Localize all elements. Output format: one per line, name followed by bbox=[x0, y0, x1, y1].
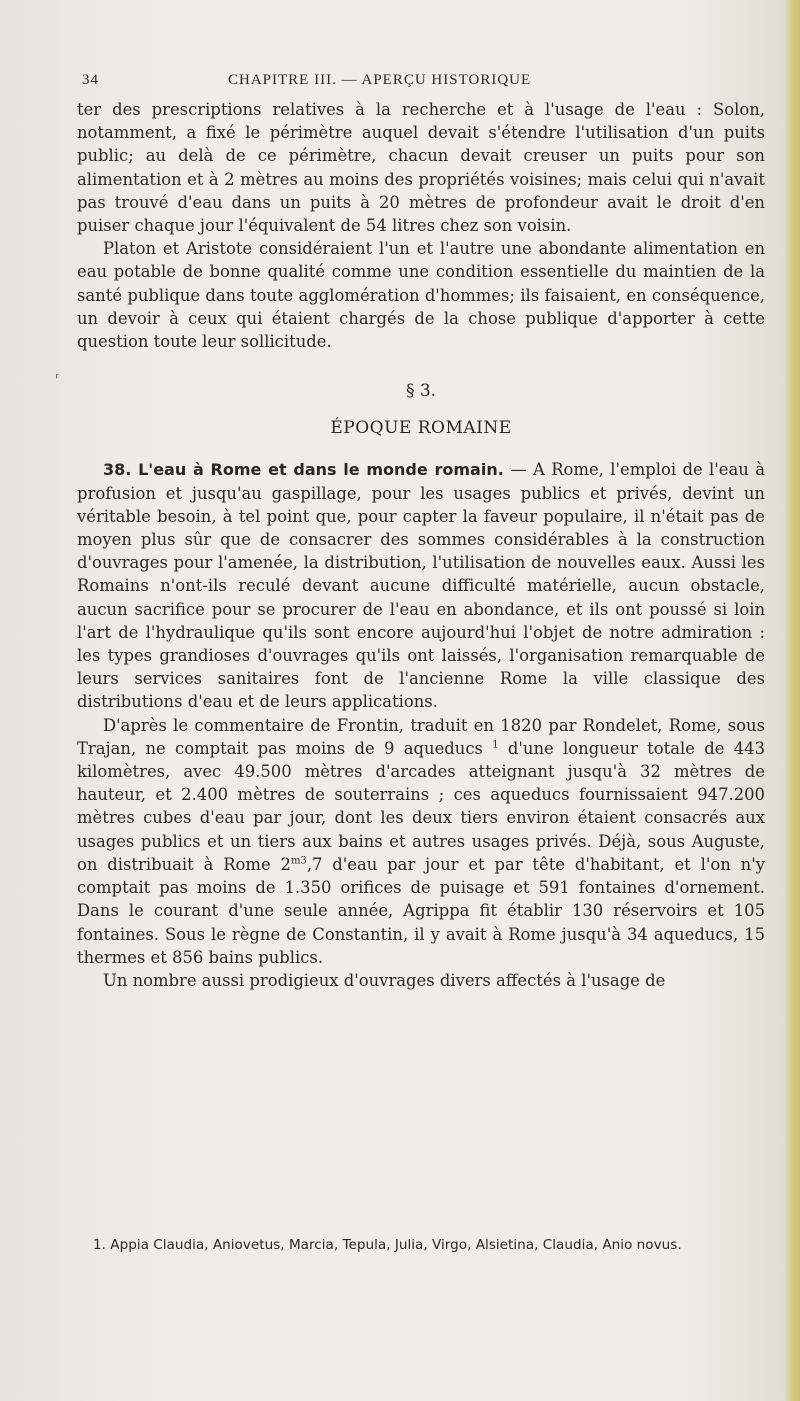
paragraph-heading: 38. L'eau à Rome et dans le monde romain. bbox=[103, 460, 504, 480]
frontin-text-3: ,7 d'eau par jour et par tête d'habitant, et l'on n'y comptait pas moins de 1.350 orifices de puisage et 591 fontaines d'ornement. Dans le courant d'une seule année, Agrippa fit établir 130 réservoirs et 105 fontaines. Sous le règne de Constantin, il y avait à Rome jusqu'à 34 aqueducs, 15 thermes et 856 bains publics. bbox=[77, 854, 765, 967]
page-number: 34 bbox=[82, 72, 99, 88]
running-title: CHAPITRE III. — APERÇU HISTORIQUE bbox=[228, 72, 532, 88]
footnote bbox=[77, 1235, 765, 1255]
paragraph-platon: Platon et Aristote considéraient l'un et l'autre une abondante alimentation en eau potable de bonne qualité comme une condition essentielle du maintien de la santé publique dans toute agglomération d'hommes; ils faisaient, en conséquence, un devoir à ceux qui étaient chargés de la chose publique d'apporter à cette question toute leur sollicitude. bbox=[77, 239, 765, 352]
paragraph-ouvrages: Un nombre aussi prodigieux d'ouvrages divers affectés à l'usage de bbox=[103, 970, 666, 990]
footnote-ref: 1 bbox=[492, 739, 499, 751]
paragraph-solon: ter des prescriptions relatives à la recherche et à l'usage de l'eau : Solon, notamment, a fixé le périmètre auquel devait s'étendre l'utilisation d'un puits public; au delà de ce périmètre, chacun devait creuser un puits pour son alimentation et à 2 mètres au moins des propriétés voisines; mais celui qui n'avait pas trouvé d'eau dans un puits à 20 mètres de profondeur avait le droit d'en puiser chaque jour l'équivalent de 54 litres chez son voisin. bbox=[77, 100, 765, 236]
margin-mark: ⸢ bbox=[55, 372, 60, 386]
page-edge bbox=[784, 0, 800, 1401]
paragraph-rome bbox=[77, 458, 765, 713]
frontin-text-1: D'après le commentaire de Frontin, traduit en 1820 par Rondelet, Rome, sous Trajan, ne comptait pas moins de 9 aqueducs bbox=[77, 715, 765, 758]
main-text bbox=[77, 98, 765, 992]
section-number: § 3. bbox=[405, 381, 437, 402]
paragraph-frontin bbox=[77, 714, 765, 969]
paragraph-rome-text: — A Rome, l'emploi de l'eau à profusion et jusqu'au gaspillage, pour les usages publics et privés, devint un véritable besoin, à tel point que, pour capter la faveur populaire, il n'était pas de moyen plus sûr que de consacrer des sommes considérables à la construction d'ouvrages pour l'amenée, la distribution, l'utilisation de nouvelles eaux. Aussi les Romains n'ont-ils reculé devant aucune difficulté matérielle, aucun obstacle, aucun sacrifice pour se procurer de l'eau en abondance, et ils ont poussé si loin l'art de l'hydraulique qu'ils sont encore aujourd'hui l'objet de notre admiration : les types grandioses d'ouvrages qu'ils ont laissés, l'organisation remarquable de leurs services sanitaires font de l'ancienne Rome la ville classique des distributions d'eau et de leurs applications. bbox=[77, 460, 766, 712]
unit-superscript: m3 bbox=[290, 855, 307, 867]
running-header bbox=[76, 72, 776, 94]
footnote-text: 1. Appia Claudia, Aniovetus, Marcia, Tepula, Julia, Virgo, Alsietina, Claudia, Anio novus. bbox=[93, 1237, 682, 1253]
frontin-text-2: d'une longueur totale de 443 kilomètres, avec 49.500 mètres d'arcades atteignant jusqu'à 32 mètres de hauteur, et 2.400 mètres de souterrains ; ces aqueducs fournissaient 947.200 mètres cubes d'eau par jour, dont les deux tiers environ étaient consacrés aux usages publics et un tiers aux bains et autres usages privés. Déjà, sous Auguste, on distribuait à Rome 2 bbox=[77, 738, 765, 874]
section-title: ÉPOQUE ROMAINE bbox=[330, 418, 512, 439]
